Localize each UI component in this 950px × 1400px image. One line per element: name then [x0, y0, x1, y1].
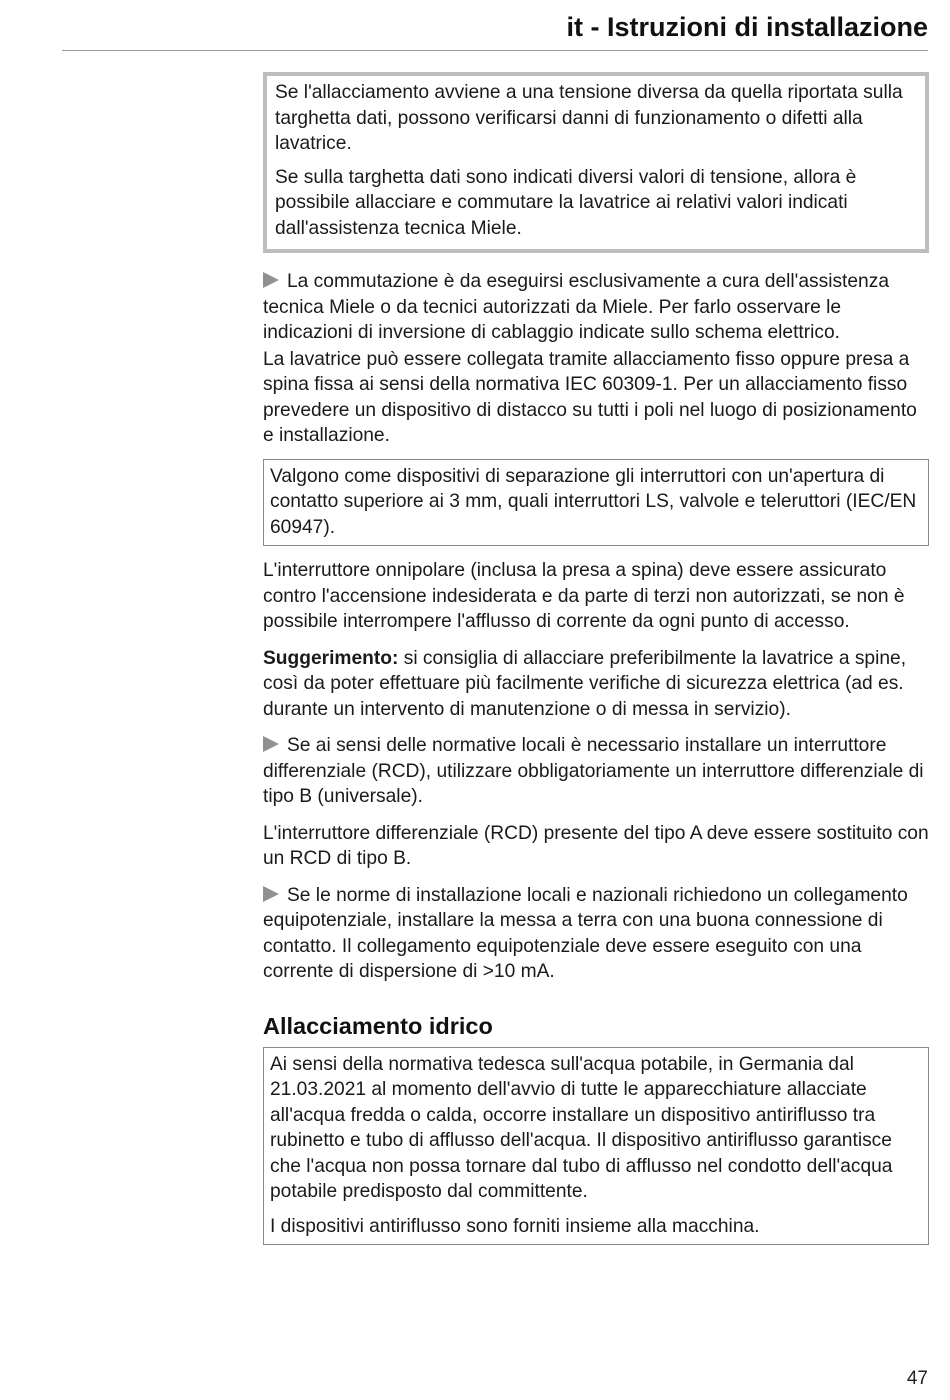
- tip-paragraph: [263, 646, 929, 723]
- main-content: [263, 72, 929, 1257]
- warning-box: [263, 72, 929, 253]
- rcd-paragraph: L'interruttore differenziale (RCD) presente del tipo A deve essere sostituito con un RCD di tipo B.: [263, 822, 929, 869]
- note-text: Valgono come dispositivi di separazione gli interruttori con un'apertura di contatto superiore ai 3 mm, quali interruttori LS, valvole e teleruttori (IEC/EN 60947).: [270, 465, 917, 538]
- step-text: Se ai sensi delle normative locali è necessario installare un interruttore differenziale (RCD), utilizzare obbligatoriamente un interruttore differenziale di tipo B (universale).: [263, 735, 924, 807]
- step-text: Se le norme di installazione locali e nazionali richiedono un collegamento equipotenziale, installare la messa a terra con una buona connessione di contatto. Il collegamento equipotenziale deve essere eseguito con una corrente di dispersione di >10 mA.: [263, 884, 908, 982]
- note-text: Ai sensi della normativa tedesca sull'acqua potabile, in Germania dal 21.03.2021 al momento dell'avvio di tutte le apparecchiature allacciate all'acqua fredda o calda, occorre installare un dispositivo antiriflusso tra rubinetto e tubo di afflusso dell'acqua. Il dispositivo antiriflusso garantisce che l'acqua non possa tornare dal tubo di afflusso nel condotto dell'acqua potabile predisposto dal committente.: [270, 1053, 893, 1202]
- step-arrow-icon: [263, 272, 279, 288]
- step-arrow-icon: [263, 886, 279, 902]
- page-number: 47: [906, 1368, 928, 1389]
- tip-text: si consiglia di allacciare preferibilmente la lavatrice a spine, così da poter effettuare più facilmente verifiche di sicurezza elettrica (ad es. durante un intervento di manutenzione o di messa in servizio).: [263, 647, 907, 720]
- warning-paragraph: Se sulla targhetta dati sono indicati diversi valori di tensione, allora è possibile allacciare e commutare la lavatrice ai relativi valori indicati dall'assistenza tecnica Miele.: [275, 166, 857, 239]
- instruction-step: [263, 733, 929, 810]
- step-text: La commutazione è da eseguirsi esclusivamente a cura dell'assistenza tecnica Miele o da tecnici autorizzati da Miele. Per farlo osservare le indicazioni di inversione di cablaggio indicate sullo schema elettrico.: [263, 271, 889, 343]
- note-box: [263, 459, 929, 547]
- section-heading: Allacciamento idrico: [263, 1012, 493, 1039]
- note-text: I dispositivi antiriflusso sono forniti insieme alla macchina.: [270, 1215, 760, 1237]
- connection-paragraph: La lavatrice può essere collegata tramite allacciamento fisso oppure presa a spina fissa ai sensi della normativa IEC 60309-1. Per un allacciamento fisso prevedere un dispositivo di distacco su tutti i poli nel luogo di posizionamento e installazione.: [263, 348, 917, 446]
- warning-paragraph: Se l'allacciamento avviene a una tensione diversa da quella riportata sulla targhetta dati, possono verificarsi danni di funzionamento o difetti alla lavatrice.: [275, 82, 903, 154]
- water-note-box: [263, 1047, 929, 1246]
- omnipolar-paragraph: L'interruttore onnipolare (inclusa la presa a spina) deve essere assicurato contro l'accensione indesiderata e da parte di terzi non autorizzati, se non è possibile interrompere l'afflusso di corrente da ogni punto di accesso.: [263, 560, 905, 632]
- step-arrow-icon: [263, 736, 279, 752]
- header-divider: [62, 50, 928, 51]
- tip-label: Suggerimento:: [263, 647, 399, 669]
- instruction-step: [263, 883, 929, 985]
- page-header-title: it - Istruzioni di installazione: [566, 12, 928, 42]
- instruction-step: [263, 269, 929, 346]
